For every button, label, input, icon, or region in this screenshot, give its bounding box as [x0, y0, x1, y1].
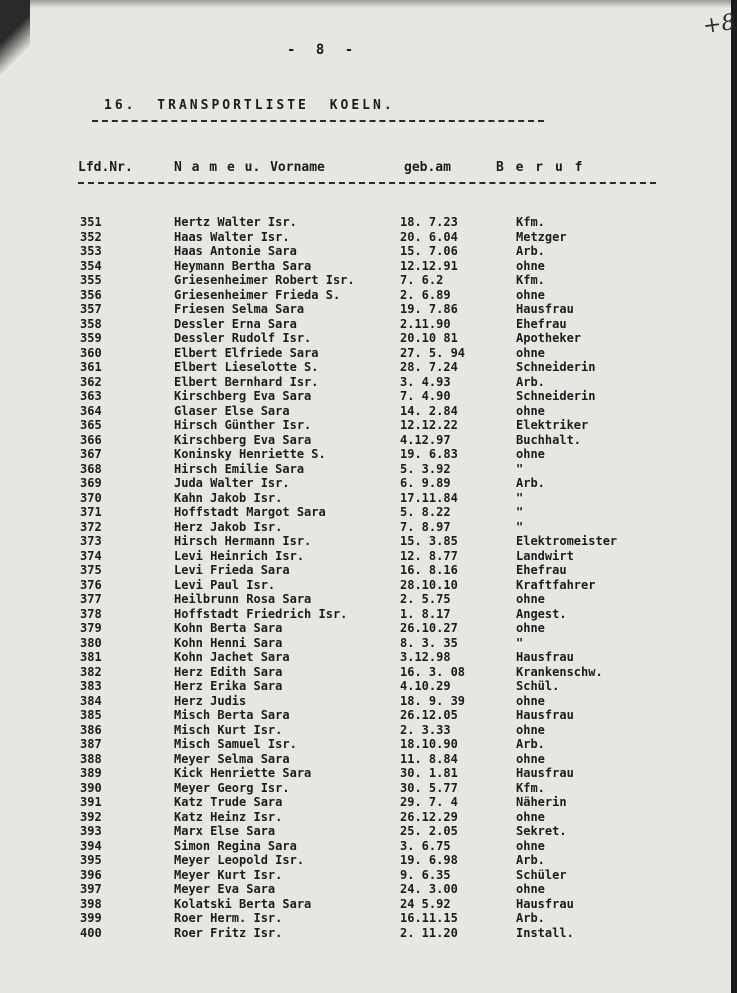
- row-name: Dessler Rudolf Isr.: [174, 331, 312, 345]
- row-number: 360: [80, 345, 102, 360]
- row-birthdate: 3. 6.75: [400, 838, 451, 853]
- row-birthdate: 29. 7. 4: [400, 795, 458, 809]
- row-number: 378: [80, 606, 102, 621]
- row-birthdate: 15. 7.06: [400, 244, 458, 258]
- list-row: [0, 491, 731, 506]
- row-occupation: ohne: [516, 882, 545, 896]
- row-occupation: Ehefrau: [516, 316, 567, 331]
- row-number: 359: [80, 331, 102, 345]
- list-row: [0, 882, 731, 897]
- list-row: [0, 563, 731, 578]
- row-birthdate: 19. 6.83: [400, 447, 458, 461]
- row-name: Hirsch Günther Isr.: [174, 418, 312, 432]
- row-birthdate: 11. 8.84: [400, 751, 458, 766]
- row-occupation: Metzger: [516, 229, 567, 244]
- row-occupation: ohne: [516, 447, 545, 461]
- row-birthdate: 18. 9. 39: [400, 693, 466, 708]
- row-occupation: Arb.: [516, 244, 545, 258]
- row-name: Levi Heinrich Isr.: [174, 548, 305, 563]
- row-number: 394: [80, 838, 102, 853]
- row-number: 356: [80, 287, 102, 302]
- row-birthdate: 26.12.29: [400, 809, 458, 824]
- row-name: Hirsch Hermann Isr.: [174, 534, 312, 548]
- row-name: Marx Else Sara: [174, 824, 276, 838]
- row-occupation: Schneiderin: [516, 360, 596, 374]
- row-number: 389: [80, 766, 102, 780]
- row-name: Meyer Georg Isr.: [174, 780, 290, 795]
- row-birthdate: 30. 1.81: [400, 766, 458, 780]
- row-name: Griesenheimer Frieda S.: [174, 287, 341, 302]
- row-name: Haas Antonie Sara: [174, 244, 297, 258]
- row-name: Friesen Selma Sara: [174, 302, 305, 316]
- row-occupation: Arb.: [516, 476, 545, 490]
- list-row: [0, 708, 731, 723]
- row-name: Glaser Else Sara: [174, 403, 290, 418]
- row-birthdate: 15. 3.85: [400, 534, 458, 548]
- row-birthdate: 25. 2.05: [400, 824, 458, 838]
- row-occupation: Arb.: [516, 374, 545, 389]
- row-birthdate: 16. 8.16: [400, 563, 458, 577]
- row-number: 382: [80, 664, 102, 679]
- row-number: 399: [80, 911, 102, 925]
- header-beruf: B e r u f: [496, 160, 585, 175]
- row-occupation: ohne: [516, 838, 545, 853]
- row-number: 396: [80, 867, 102, 882]
- row-number: 362: [80, 374, 102, 389]
- row-name: Elbert Elfriede Sara: [174, 345, 319, 360]
- row-occupation: Hausfrau: [516, 708, 574, 722]
- row-birthdate: 19. 7.86: [400, 302, 458, 316]
- row-name: Griesenheimer Robert Isr.: [174, 273, 355, 287]
- row-occupation: Arb.: [516, 911, 545, 925]
- row-occupation: Kraftfahrer: [516, 577, 596, 592]
- row-number: 398: [80, 896, 102, 911]
- row-name: Juda Walter Isr.: [174, 476, 290, 490]
- row-birthdate: 3.12.98: [400, 650, 451, 664]
- list-row: [0, 592, 731, 607]
- row-occupation: Krankenschw.: [516, 664, 603, 679]
- row-name: Misch Kurt Isr.: [174, 722, 283, 737]
- list-row: [0, 665, 731, 680]
- row-number: 372: [80, 519, 102, 534]
- row-occupation: Sekret.: [516, 824, 567, 838]
- row-number: 361: [80, 360, 102, 374]
- row-name: Koninsky Henriette S.: [174, 447, 326, 461]
- list-row: [0, 766, 731, 781]
- header-nr: Lfd.Nr.: [78, 160, 133, 175]
- row-birthdate: 2.11.90: [400, 316, 451, 331]
- list-row: [0, 650, 731, 665]
- row-occupation: ohne: [516, 287, 545, 302]
- row-birthdate: 4.10.29: [400, 679, 451, 693]
- row-number: 391: [80, 795, 102, 809]
- row-occupation: Kfm.: [516, 215, 545, 229]
- row-birthdate: 16. 3. 08: [400, 664, 466, 679]
- list-row: [0, 288, 731, 303]
- header-name: N a m e u. Vorname: [174, 160, 325, 175]
- row-name: Simon Regina Sara: [174, 838, 297, 853]
- row-occupation: Kfm.: [516, 273, 545, 287]
- list-row: [0, 723, 731, 738]
- row-number: 364: [80, 403, 102, 418]
- list-row: [0, 317, 731, 332]
- list-row: [0, 244, 731, 259]
- list-row: [0, 520, 731, 535]
- row-birthdate: 14. 2.84: [400, 403, 458, 418]
- row-birthdate: 12. 8.77: [400, 548, 458, 563]
- row-name: Kirschberg Eva Sara: [174, 389, 312, 403]
- row-number: 383: [80, 679, 102, 693]
- row-number: 392: [80, 809, 102, 824]
- row-number: 367: [80, 447, 102, 461]
- list-row: [0, 868, 731, 883]
- list-row: [0, 752, 731, 767]
- row-number: 354: [80, 258, 102, 273]
- transport-list: [0, 215, 731, 940]
- row-name: Katz Heinz Isr.: [174, 809, 283, 824]
- row-number: 375: [80, 563, 102, 577]
- row-name: Kick Henriette Sara: [174, 766, 312, 780]
- row-occupation: Hausfrau: [516, 766, 574, 780]
- list-row: [0, 302, 731, 317]
- row-name: Hoffstadt Friedrich Isr.: [174, 606, 348, 621]
- row-occupation: Schüler: [516, 867, 567, 882]
- row-name: Elbert Lieselotte S.: [174, 360, 319, 374]
- row-name: Herz Jakob Isr.: [174, 519, 283, 534]
- row-birthdate: 9. 6.35: [400, 867, 451, 882]
- list-row: [0, 375, 731, 390]
- row-number: 370: [80, 490, 102, 505]
- row-number: 388: [80, 751, 102, 766]
- list-row: [0, 433, 731, 448]
- list-row: [0, 578, 731, 593]
- list-row: [0, 607, 731, 622]
- row-name: Heilbrunn Rosa Sara: [174, 592, 312, 606]
- row-name: Levi Frieda Sara: [174, 563, 290, 577]
- row-birthdate: 26.10.27: [400, 621, 458, 635]
- row-occupation: Install.: [516, 925, 574, 940]
- header-geb: geb.am: [404, 160, 451, 175]
- row-occupation: Buchhalt.: [516, 432, 582, 447]
- row-number: 379: [80, 621, 102, 635]
- list-row: [0, 911, 731, 926]
- row-occupation: ": [516, 519, 524, 534]
- row-number: 363: [80, 389, 102, 403]
- row-birthdate: 5. 8.22: [400, 505, 451, 519]
- row-number: 373: [80, 534, 102, 548]
- list-row: [0, 404, 731, 419]
- row-birthdate: 1. 8.17: [400, 606, 451, 621]
- page-edge: [0, 0, 731, 8]
- row-birthdate: 2. 11.20: [400, 925, 458, 940]
- row-birthdate: 20.10 81: [400, 331, 458, 345]
- list-row: [0, 853, 731, 868]
- row-occupation: ": [516, 505, 524, 519]
- row-number: 376: [80, 577, 102, 592]
- row-occupation: Angest.: [516, 606, 567, 621]
- document-title: 16. TRANSPORTLISTE KOELN.: [104, 98, 395, 113]
- row-occupation: Hausfrau: [516, 302, 574, 316]
- list-row: [0, 839, 731, 854]
- list-row: [0, 505, 731, 520]
- row-birthdate: 28.10.10: [400, 577, 458, 592]
- row-name: Hoffstadt Margot Sara: [174, 505, 326, 519]
- row-occupation: ": [516, 635, 524, 650]
- list-row: [0, 781, 731, 796]
- row-name: Hertz Walter Isr.: [174, 215, 297, 229]
- list-row: [0, 636, 731, 651]
- row-number: 352: [80, 229, 102, 244]
- row-occupation: Hausfrau: [516, 896, 574, 911]
- row-name: Kolatski Berta Sara: [174, 896, 312, 911]
- row-occupation: ohne: [516, 693, 545, 708]
- row-birthdate: 5. 3.92: [400, 461, 451, 476]
- list-row: [0, 447, 731, 462]
- row-name: Misch Samuel Isr.: [174, 737, 297, 751]
- row-number: 377: [80, 592, 102, 606]
- row-occupation: Arb.: [516, 737, 545, 751]
- row-occupation: Arb.: [516, 853, 545, 867]
- row-name: Haas Walter Isr.: [174, 229, 290, 244]
- row-birthdate: 20. 6.04: [400, 229, 458, 244]
- row-name: Dessler Erna Sara: [174, 316, 297, 331]
- row-number: 390: [80, 780, 102, 795]
- row-name: Levi Paul Isr.: [174, 577, 276, 592]
- row-birthdate: 19. 6.98: [400, 853, 458, 867]
- row-occupation: ": [516, 461, 524, 476]
- list-row: [0, 679, 731, 694]
- row-number: 351: [80, 215, 102, 229]
- list-row: [0, 621, 731, 636]
- row-name: Kohn Berta Sara: [174, 621, 283, 635]
- row-birthdate: 12.12.91: [400, 258, 458, 273]
- row-birthdate: 8. 3. 35: [400, 635, 458, 650]
- row-occupation: Landwirt: [516, 548, 574, 563]
- row-occupation: Schül.: [516, 679, 560, 693]
- row-name: Misch Berta Sara: [174, 708, 290, 722]
- row-occupation: ohne: [516, 403, 545, 418]
- list-row: [0, 215, 731, 230]
- row-number: 387: [80, 737, 102, 751]
- row-occupation: ohne: [516, 592, 545, 606]
- row-number: 386: [80, 722, 102, 737]
- row-number: 395: [80, 853, 102, 867]
- row-name: Katz Trude Sara: [174, 795, 283, 809]
- row-name: Elbert Bernhard Isr.: [174, 374, 319, 389]
- row-name: Kohn Jachet Sara: [174, 650, 290, 664]
- row-birthdate: 2. 6.89: [400, 287, 451, 302]
- list-row: [0, 795, 731, 810]
- row-birthdate: 18.10.90: [400, 737, 458, 751]
- row-number: 371: [80, 505, 102, 519]
- row-birthdate: 7. 4.90: [400, 389, 451, 403]
- header-underline: [78, 182, 656, 184]
- row-occupation: ohne: [516, 258, 545, 273]
- column-headers: [0, 160, 731, 178]
- list-row: [0, 346, 731, 361]
- row-name: Herz Judis: [174, 693, 247, 708]
- row-number: 385: [80, 708, 102, 722]
- row-birthdate: 12.12.22: [400, 418, 458, 432]
- title-underline: [92, 120, 544, 122]
- row-occupation: ohne: [516, 722, 545, 737]
- list-row: [0, 462, 731, 477]
- row-birthdate: 4.12.97: [400, 432, 451, 447]
- row-name: Roer Herm. Isr.: [174, 911, 283, 925]
- row-birthdate: 17.11.84: [400, 490, 458, 505]
- row-birthdate: 16.11.15: [400, 911, 458, 925]
- list-row: [0, 331, 731, 346]
- row-number: 380: [80, 635, 102, 650]
- row-birthdate: 6. 9.89: [400, 476, 451, 490]
- row-birthdate: 26.12.05: [400, 708, 458, 722]
- list-row: [0, 549, 731, 564]
- list-row: [0, 476, 731, 491]
- row-name: Hirsch Emilie Sara: [174, 461, 305, 476]
- row-birthdate: 7. 8.97: [400, 519, 451, 534]
- row-birthdate: 3. 4.93: [400, 374, 451, 389]
- row-occupation: Apotheker: [516, 331, 582, 345]
- list-row: [0, 810, 731, 825]
- list-row: [0, 418, 731, 433]
- row-number: 368: [80, 461, 102, 476]
- row-name: Kirschberg Eva Sara: [174, 432, 312, 447]
- list-row: [0, 824, 731, 839]
- list-row: [0, 737, 731, 752]
- row-occupation: ohne: [516, 345, 545, 360]
- row-birthdate: 27. 5. 94: [400, 345, 466, 360]
- row-number: 400: [80, 925, 102, 940]
- page-corner-shadow: [0, 0, 30, 80]
- row-name: Roer Fritz Isr.: [174, 925, 283, 940]
- row-occupation: Kfm.: [516, 780, 545, 795]
- row-occupation: ": [516, 490, 524, 505]
- row-number: 393: [80, 824, 102, 838]
- row-occupation: Hausfrau: [516, 650, 574, 664]
- row-birthdate: 30. 5.77: [400, 780, 458, 795]
- row-number: 365: [80, 418, 102, 432]
- row-number: 374: [80, 548, 102, 563]
- row-number: 355: [80, 273, 102, 287]
- row-occupation: Näherin: [516, 795, 567, 809]
- row-name: Kohn Henni Sara: [174, 635, 283, 650]
- handwritten-note: +8: [701, 9, 737, 40]
- row-name: Meyer Kurt Isr.: [174, 867, 283, 882]
- row-occupation: ohne: [516, 751, 545, 766]
- row-occupation: ohne: [516, 621, 545, 635]
- row-name: Kahn Jakob Isr.: [174, 490, 283, 505]
- page-number: - 8 -: [287, 42, 360, 58]
- row-name: Herz Edith Sara: [174, 664, 283, 679]
- row-name: Meyer Leopold Isr.: [174, 853, 305, 867]
- row-occupation: Ehefrau: [516, 563, 567, 577]
- row-birthdate: 7. 6.2: [400, 273, 444, 287]
- row-occupation: Elektriker: [516, 418, 589, 432]
- list-row: [0, 897, 731, 912]
- list-row: [0, 360, 731, 375]
- row-number: 357: [80, 302, 102, 316]
- row-birthdate: 24 5.92: [400, 896, 451, 911]
- row-name: Heymann Bertha Sara: [174, 258, 312, 273]
- row-occupation: Schneiderin: [516, 389, 596, 403]
- row-number: 366: [80, 432, 102, 447]
- row-number: 381: [80, 650, 102, 664]
- row-occupation: Elektromeister: [516, 534, 618, 548]
- row-birthdate: 2. 3.33: [400, 722, 451, 737]
- row-birthdate: 28. 7.24: [400, 360, 458, 374]
- list-row: [0, 230, 731, 245]
- row-birthdate: 18. 7.23: [400, 215, 458, 229]
- row-birthdate: 2. 5.75: [400, 592, 451, 606]
- list-row: [0, 273, 731, 288]
- list-row: [0, 389, 731, 404]
- row-name: Meyer Selma Sara: [174, 751, 290, 766]
- list-row: [0, 534, 731, 549]
- row-number: 358: [80, 316, 102, 331]
- row-number: 353: [80, 244, 102, 258]
- list-row: [0, 259, 731, 274]
- list-row: [0, 926, 731, 941]
- row-number: 384: [80, 693, 102, 708]
- row-name: Meyer Eva Sara: [174, 882, 276, 896]
- row-birthdate: 24. 3.00: [400, 882, 458, 896]
- row-occupation: ohne: [516, 809, 545, 824]
- row-number: 369: [80, 476, 102, 490]
- row-name: Herz Erika Sara: [174, 679, 283, 693]
- row-number: 397: [80, 882, 102, 896]
- list-row: [0, 694, 731, 709]
